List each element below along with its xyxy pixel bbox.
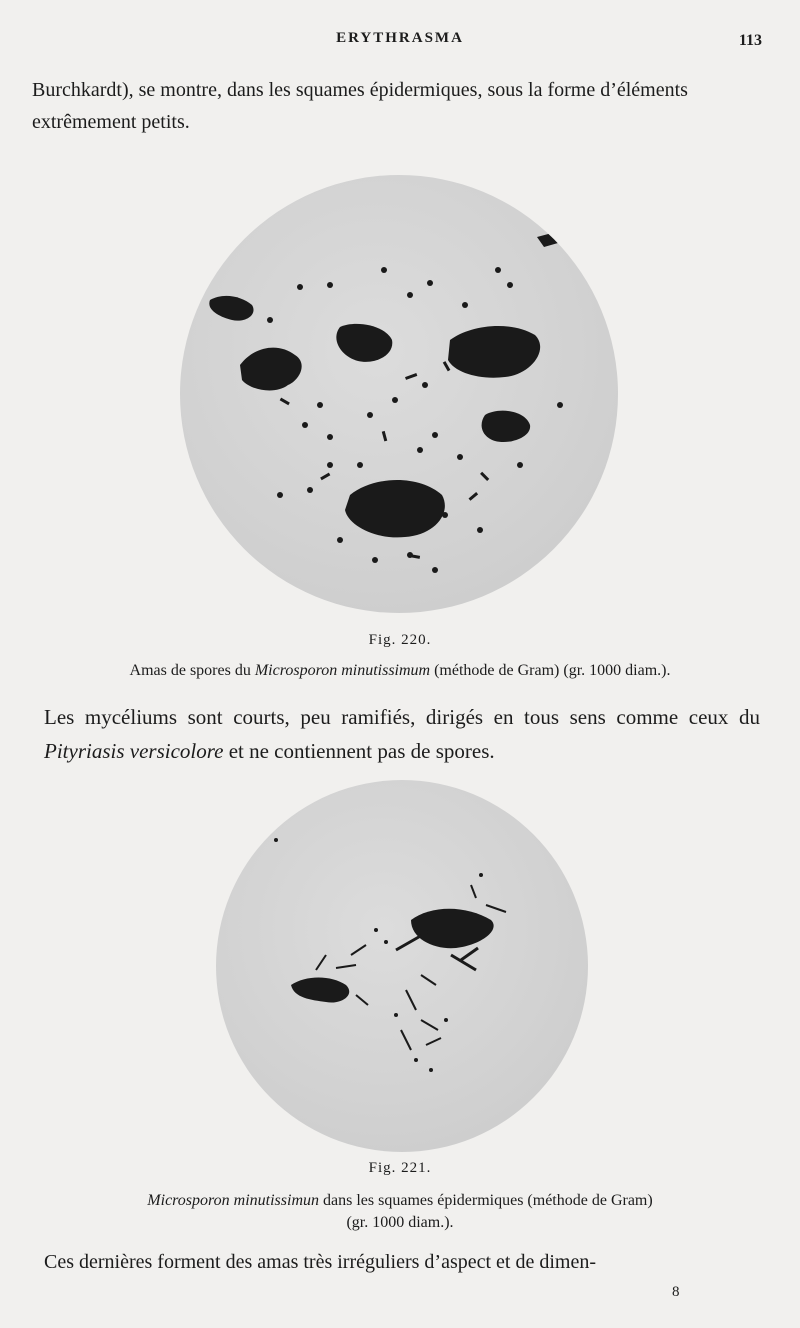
signature-mark: 8 [672,1284,680,1300]
figure-220-micrograph [180,175,618,613]
figure-221-micrograph [216,780,588,1152]
figure-221-caption-species: Microsporon minutissimun [147,1192,320,1209]
figure-220-caption [40,660,760,682]
running-head [0,28,800,52]
page-number: 113 [738,32,762,49]
figure-221-caption [40,1190,760,1234]
figure-220-caption-species: Microsporon minutissimum [254,662,431,679]
figure-220-caption-end: (méthode de Gram) (gr. 1000 diam.). [430,662,671,679]
mycelium-drawing [216,780,588,1152]
spore-clusters-drawing [180,175,618,613]
paragraph-spores: Ces dernières forment des amas très irréguliers d’aspect et de dimen- [44,1251,597,1273]
figure-221-caption-middle: dans les squames épidermiques (méthode de Gram) [319,1192,653,1209]
paragraph-mycelium-end: et ne contiennent pas de spores. [223,739,495,763]
figure-220-label: Fig. 220. [368,632,432,648]
figure-220-caption-start: Amas de spores du [129,662,255,679]
paragraph-mycelium [44,700,760,768]
figure-221-label: Fig. 221. [368,1160,432,1176]
figure-221-caption-end: (gr. 1000 diam.). [346,1214,454,1231]
paragraph-mycelium-start: Les mycéliums sont courts, peu ramifiés, dirigés en tous sens comme ceux du [44,705,760,729]
running-title: ERYTHRASMA [336,30,464,46]
paragraph-intro: Burchkardt), se montre, dans les squames épidermiques, sous la forme d’éléments extrêmement petits. [32,79,688,133]
paragraph-mycelium-species: Pityriasis versicolore [44,739,224,763]
